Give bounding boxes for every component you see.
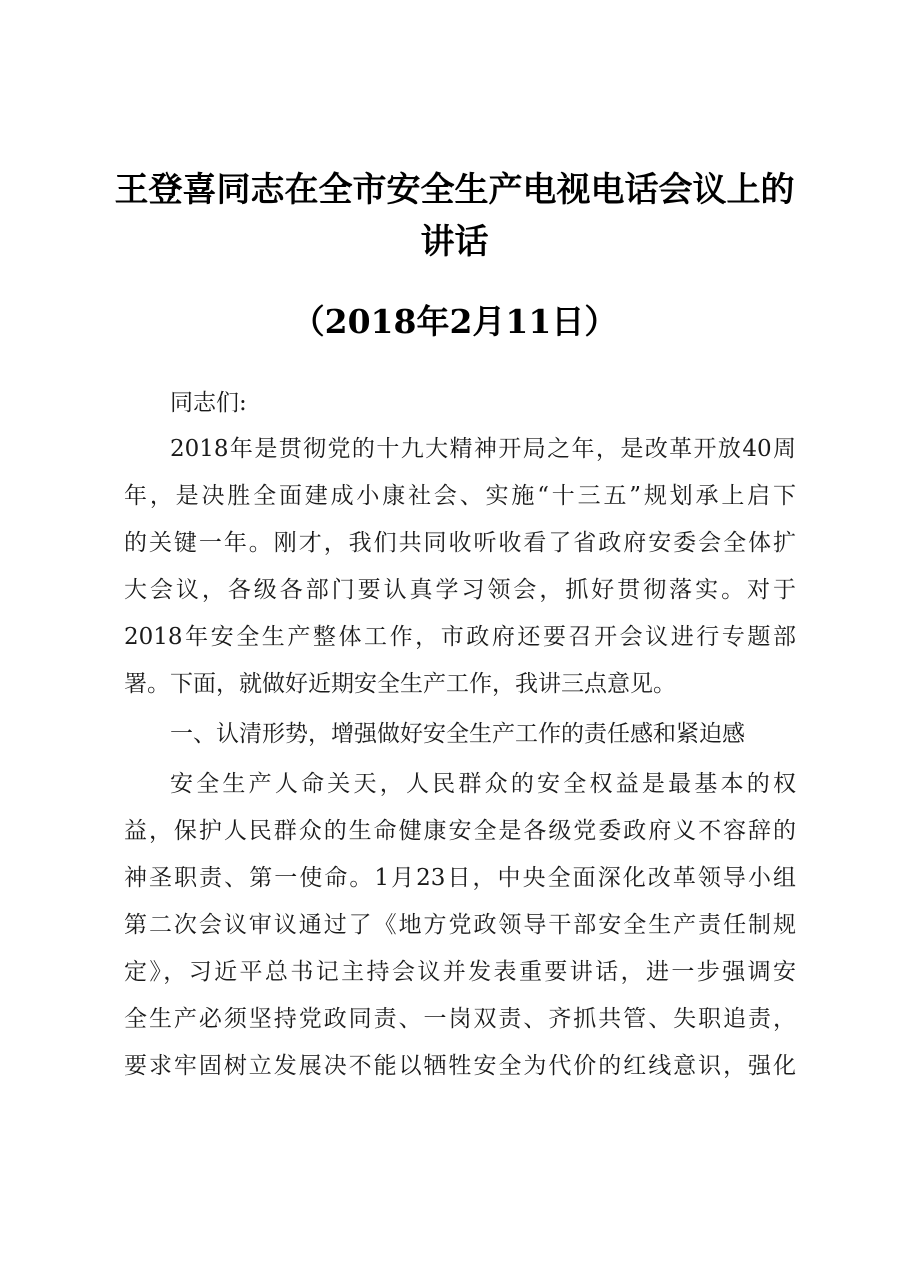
document-title-line-2: 讲话 <box>420 222 489 262</box>
document-title-line-1: 王登喜同志在全市安全生产电视电话会议上的 <box>114 170 795 210</box>
paragraph-line: 全生产必须坚持党政同责、一岗双责、齐抓共管、失职追责， <box>124 1006 796 1032</box>
paragraph-line: 益，保护人民群众的生命健康安全是各级党委政府义不容辞的 <box>124 818 796 844</box>
paragraph-line: 定》，习近平总书记主持会议并发表重要讲话，进一步强调安 <box>124 959 796 985</box>
paragraph-line: 署。下面，就做好近期安全生产工作，我讲三点意见。 <box>124 671 676 697</box>
paragraph-line: 神圣职责、第一使命。1月23日，中央全面深化改革领导小组 <box>124 865 796 891</box>
section-heading: 一、认清形势，增强做好安全生产工作的责任感和紧迫感 <box>170 721 745 747</box>
paragraph-line: 大会议，各级各部门要认真学习领会，抓好贯彻落实。对于 <box>124 577 796 603</box>
paragraph-line: 年，是决胜全面建成小康社会、实施“十三五”规划承上启下 <box>124 483 796 509</box>
paragraph-line: 2018年安全生产整体工作，市政府还要召开会议进行专题部 <box>124 624 796 650</box>
paragraph-line: 的关键一年。刚才，我们共同收听收看了省政府安委会全体扩 <box>124 530 796 556</box>
paragraph-line: 2018年是贯彻党的十九大精神开局之年，是改革开放40周 <box>170 436 796 462</box>
paragraph-line: 安全生产人命关天，人民群众的安全权益是最基本的权 <box>170 771 796 797</box>
paragraph-line: 要求牢固树立发展决不能以牺牲安全为代价的红线意识，强化 <box>124 1053 796 1079</box>
greeting: 同志们: <box>170 390 247 416</box>
paragraph-line: 第二次会议审议通过了《地方党政领导干部安全生产责任制规 <box>124 912 796 938</box>
document-date: （2018年2月11日） <box>291 302 618 341</box>
